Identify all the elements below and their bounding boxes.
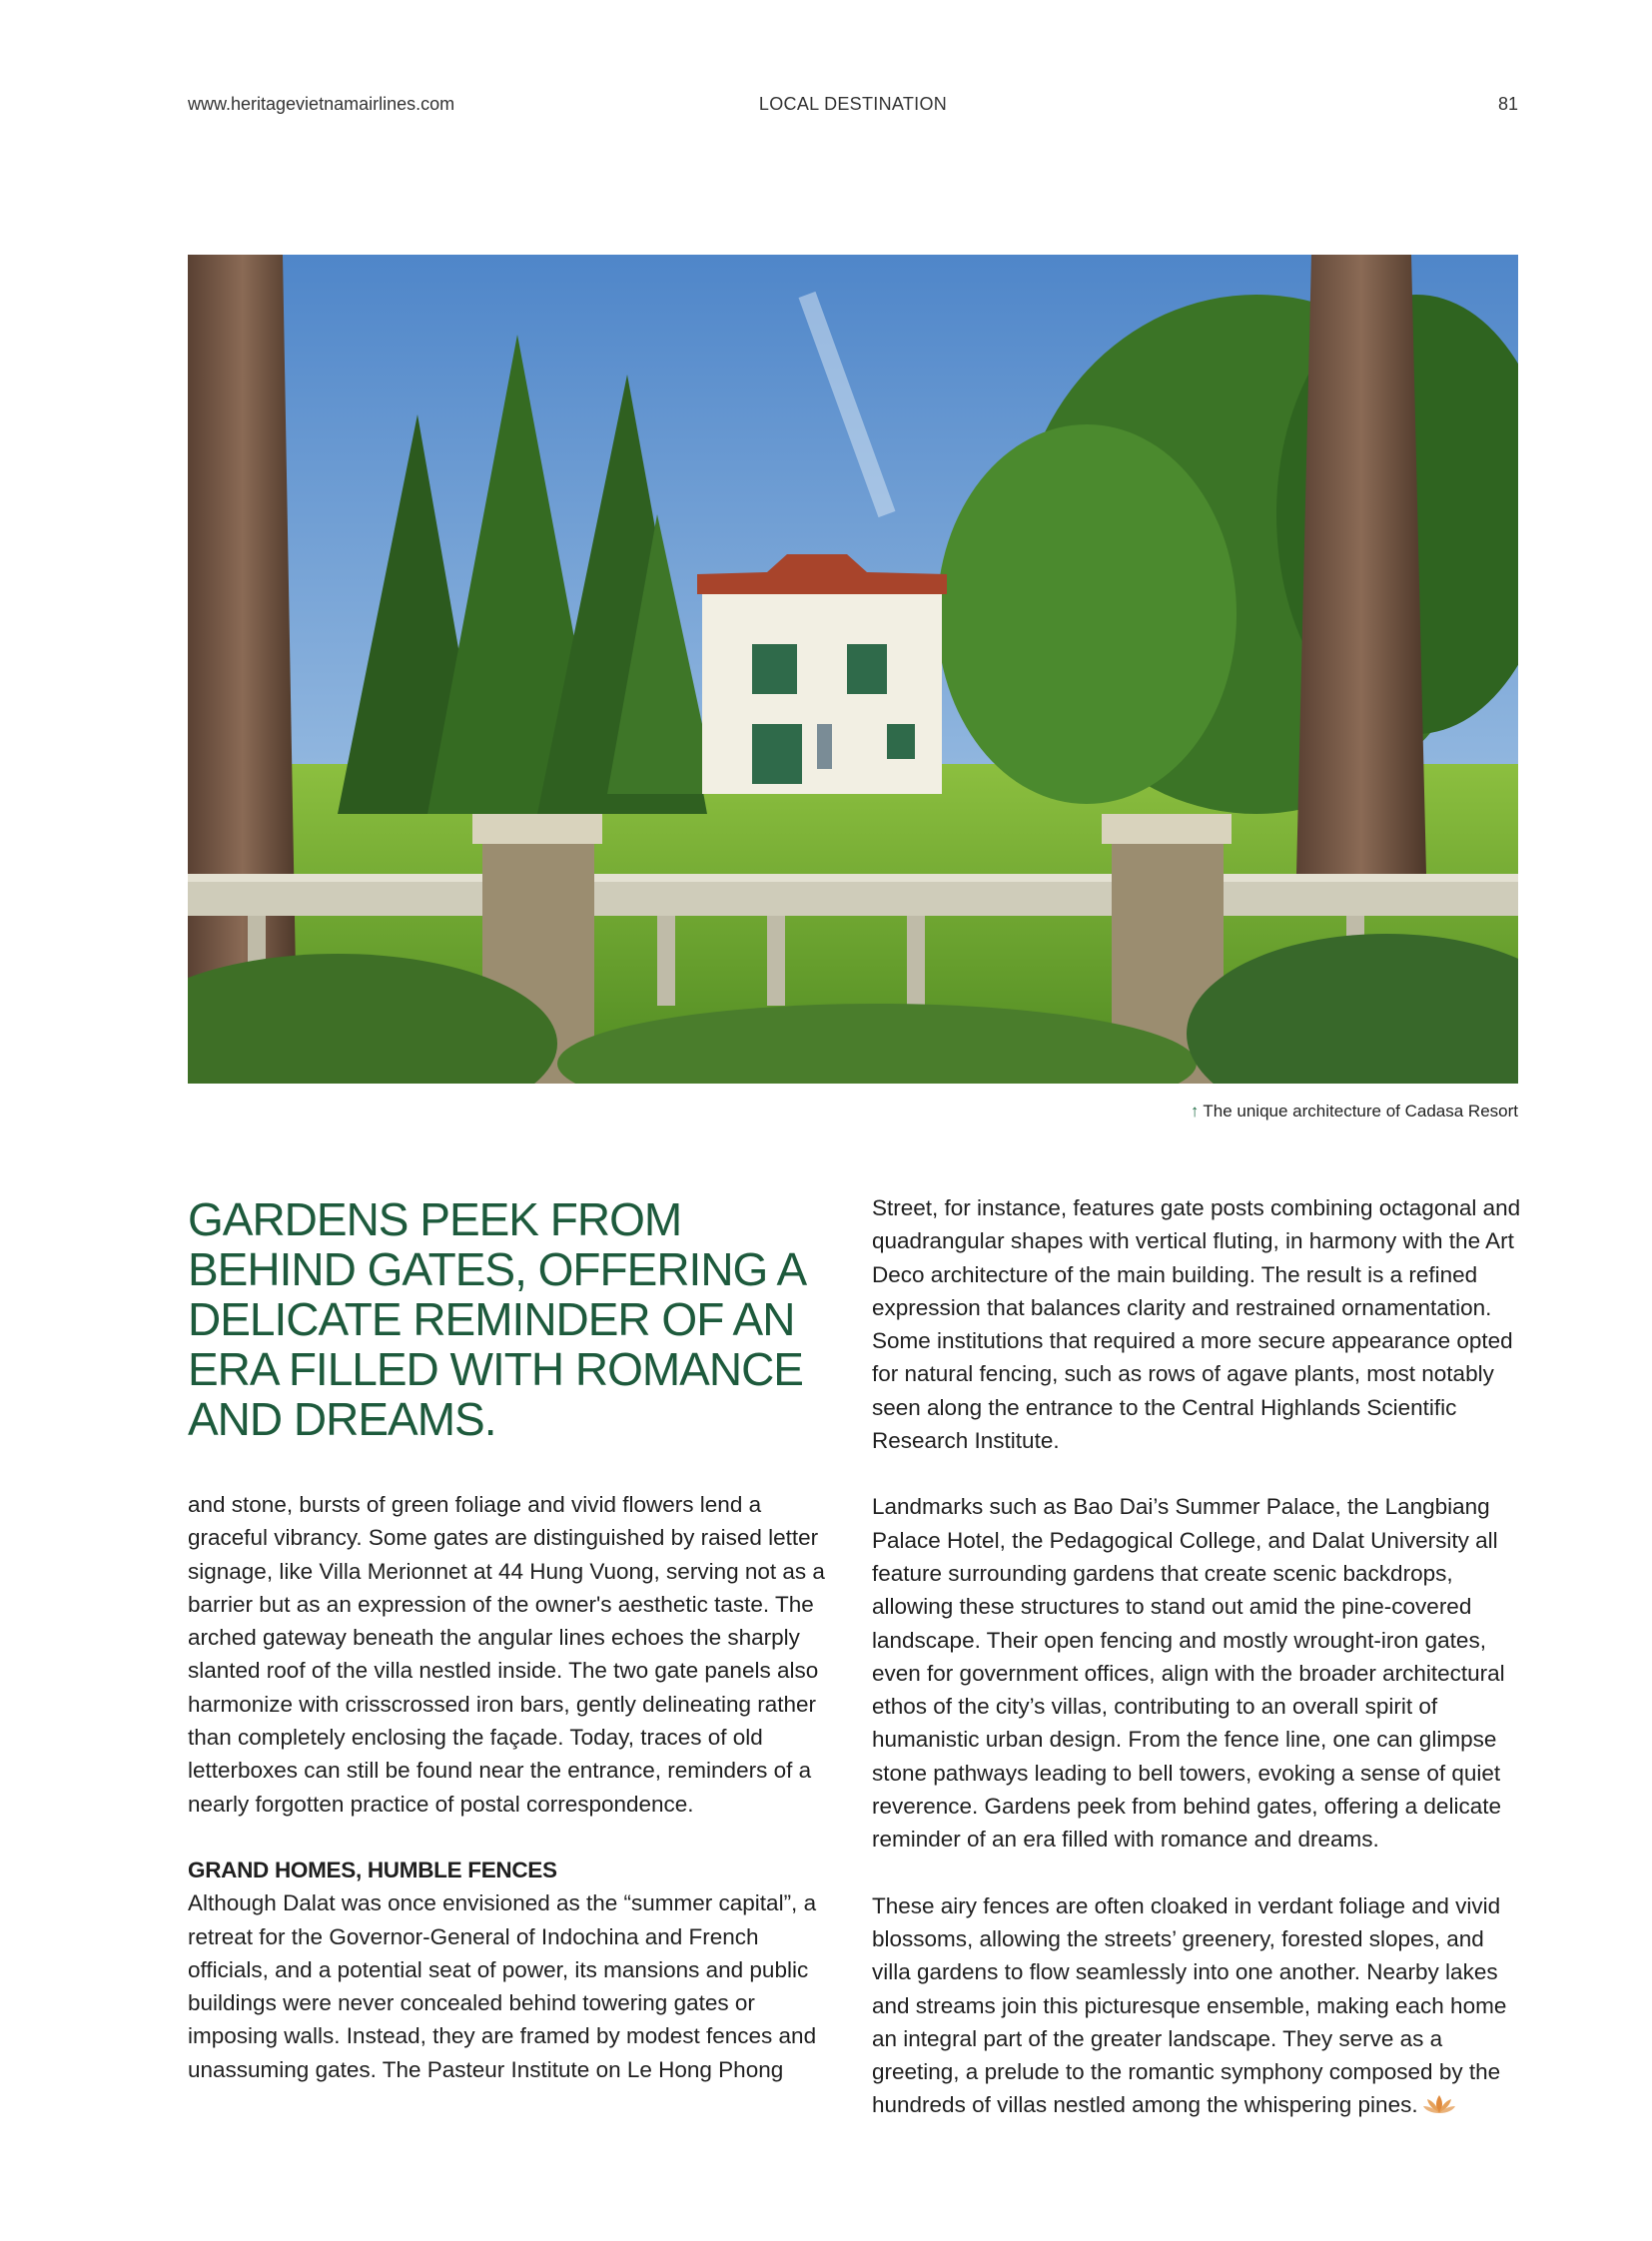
page-number: 81 [1497, 94, 1518, 114]
website-url[interactable]: www.heritagevietnamairlines.com [188, 94, 455, 114]
caption-text: The unique architecture of Cadasa Resort [1203, 1102, 1518, 1120]
left-paragraph-2: Although Dalat was once envisioned as the “summer capital”, a retreat for the Governor-General of Indochina and French officials, and a potential seat of power, its mansions and public buildings were never concealed behind towering gates or imposing walls. Instead, they are framed by modest fences and unassuming gates. The Pasteur Institute on Le Hong Phong [188, 1890, 817, 2082]
pull-quote: GARDENS PEEK FROM BEHIND GATES, OFFERING A DELICATE REMINDER OF AN ERA FILLED WITH ROMANCE AND DREAMS. [188, 1193, 804, 1445]
section-title: LOCAL DESTINATION [758, 94, 948, 114]
right-paragraph-2: Landmarks such as Bao Dai’s Summer Palace, the Langbiang Palace Hotel, the Pedagogical College, and Dalat University all feature surrounding gardens that create scenic backdrops, allowing these structures to stand out amid the pine-covered landscape. Their open fencing and mostly wrought-iron gates, even for government offices, align with the broader architectural ethos of the city’s villas, contributing to an overall spirit of humanistic urban design. From the fence line, one can glimpse stone pathways leading to bell towers, evoking a sense of quiet reverence. Gardens peek from behind gates, offering a delicate reminder of an era filled with romance and dreams. [872, 1494, 1505, 1853]
right-column [872, 1191, 1521, 2155]
photo-caption [1191, 1102, 1518, 1121]
right-paragraph-1: Street, for instance, features gate posts combining octagonal and quadrangular shapes with vertical fluting, in harmony with the Art Deco architecture of the main building. The result is a refined expression that balances clarity and restrained ornamentation. Some institutions that required a more secure appearance opted for natural fencing, such as rows of agave plants, most notably seen along the entrance to the Central Highlands Scientific Research Institute. [872, 1195, 1521, 1454]
villa-photo [188, 255, 1518, 1084]
right-paragraph-3-wrap [872, 1889, 1521, 2122]
villa-photo-illustration [188, 255, 1518, 1084]
right-paragraph-3: These airy fences are often cloaked in verdant foliage and vivid blossoms, allowing the streets’ greenery, forested slopes, and villa gardens to flow seamlessly into one another. Nearby lakes and streams join this picturesque ensemble, making each home an integral part of the greater landscape. They serve as a greeting, a prelude to the romantic symphony composed by the hundreds of villas nestled among the whispering pines. [872, 1892, 1507, 2118]
lotus-icon [1422, 2093, 1456, 2115]
page-header [188, 94, 1518, 124]
arrow-up-icon: ↑ [1190, 1102, 1200, 1120]
left-paragraph-1: and stone, bursts of green foliage and vivid flowers lend a graceful vibrancy. Some gates are distinguished by raised letter signage, like Villa Merionnet at 44 Hung Vuong, serving not as a barrier but as an expression of the owner's aesthetic taste. The arched gateway beneath the angular lines echoes the sharply slanted roof of the villa nestled inside. The two gate panels also harmonize with crisscrossed iron bars, gently delineating rather than completely enclosing the façade. Today, traces of old letterboxes can still be found near the entrance, reminders of a nearly forgotten practice of postal correspondence. [188, 1492, 825, 1817]
left-column [188, 1488, 827, 2119]
section-heading: GRAND HOMES, HUMBLE FENCES [188, 1857, 557, 1882]
